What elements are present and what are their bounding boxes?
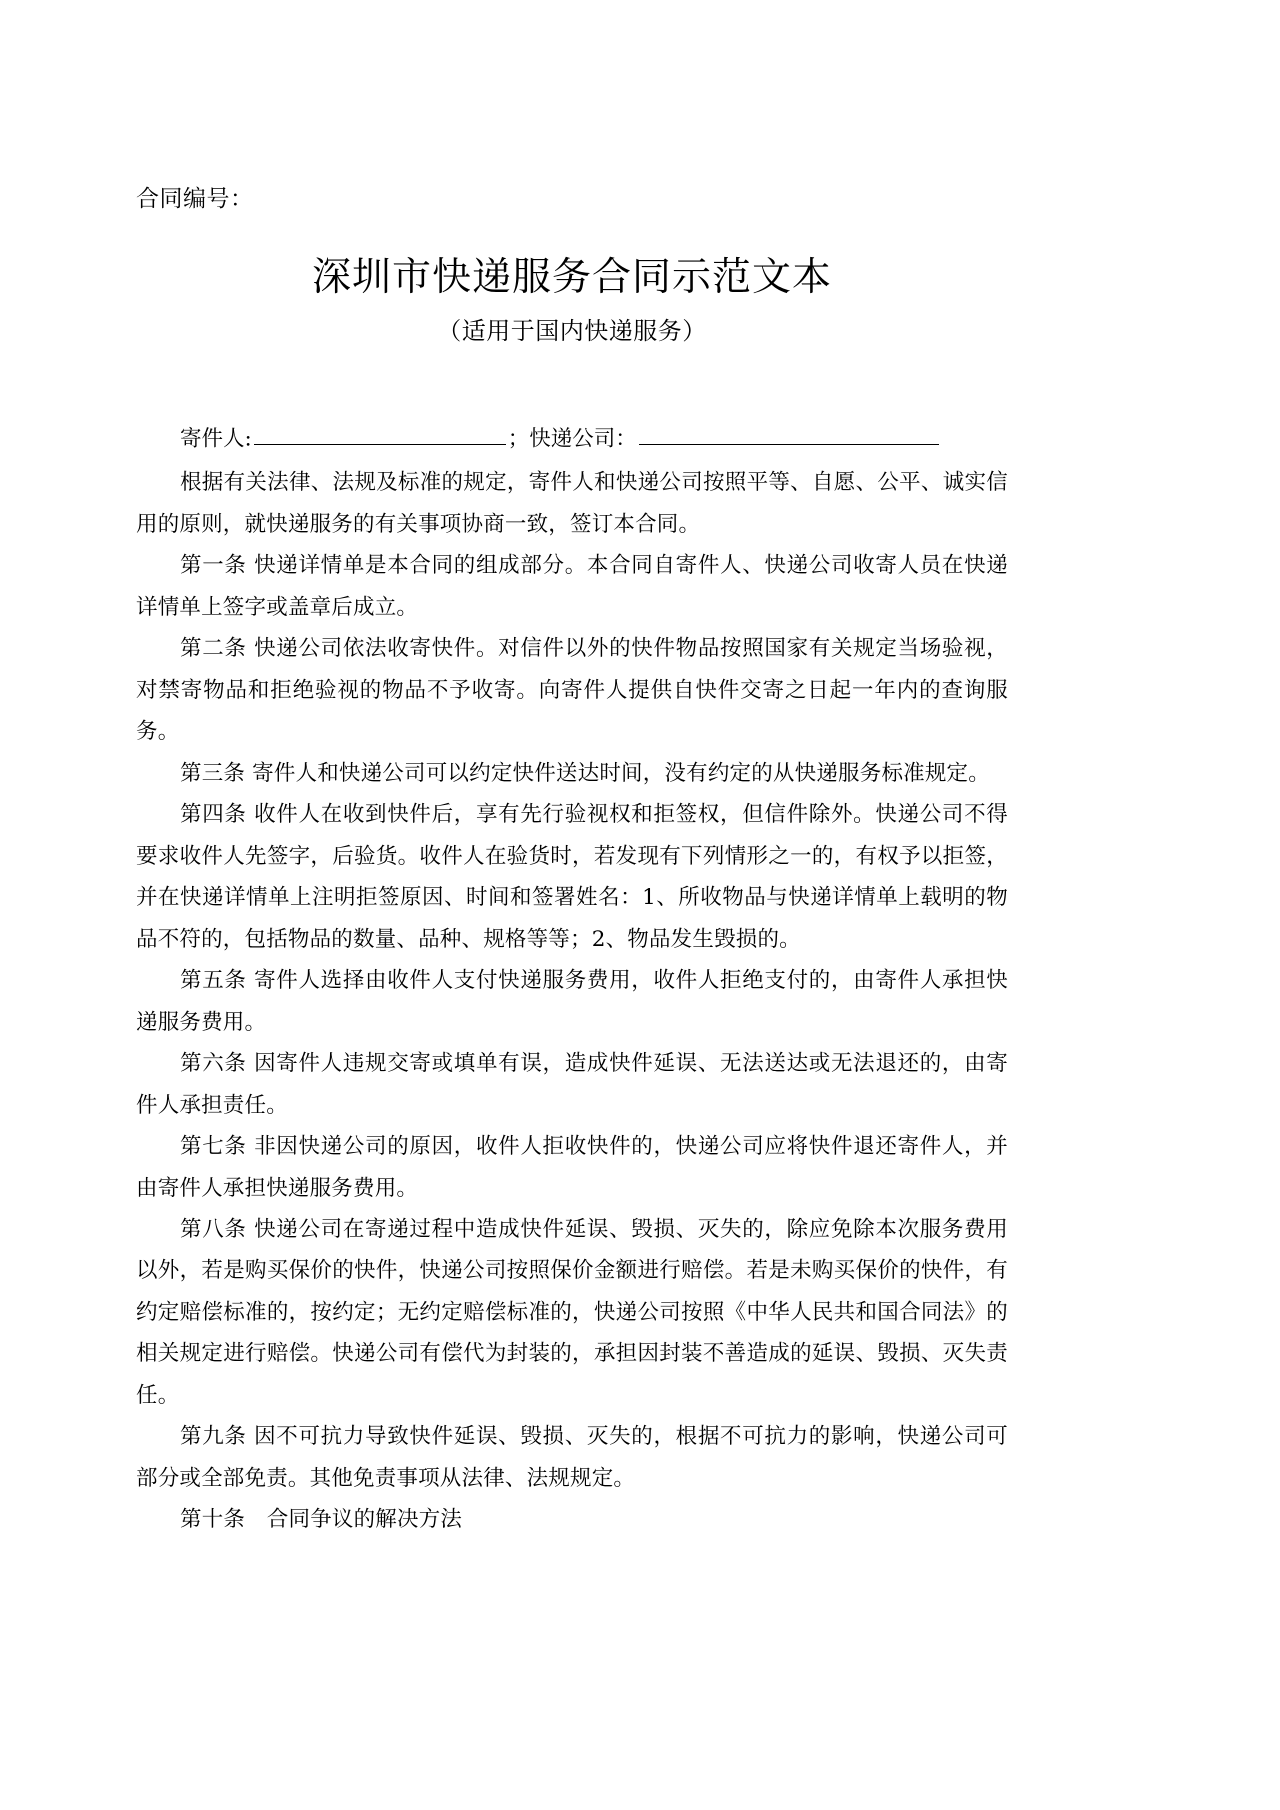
paragraph: 第七条 非因快递公司的原因，收件人拒收快件的，快递公司应将快件退还寄件人，并由寄件人承担快递服务费用。	[136, 1134, 1008, 1201]
document-content	[136, 0, 1008, 1541]
sender-label: 寄件人:	[180, 426, 252, 452]
paragraph: 第一条 快递详情单是本合同的组成部分。本合同自寄件人、快递公司收寄人员在快递详情单上签字或盖章后成立。	[136, 553, 1008, 620]
page-title: 深圳市快递服务合同示范文本	[311, 254, 832, 300]
page-subtitle: （适用于国内快递服务）	[437, 317, 707, 346]
company-label: 快递公司：	[529, 426, 637, 452]
paragraph: 第十条 合同争议的解决方法	[180, 1507, 463, 1533]
body-text	[136, 462, 1008, 1541]
title-block	[136, 254, 1008, 348]
paragraph: 第九条 因不可抗力导致快件延误、毁损、灭失的，根据不可抗力的影响，快递公司可部分或全部免责。其他免责事项从法律、法规规定。	[136, 1424, 1008, 1491]
paragraph: 第三条 寄件人和快递公司可以约定快件送达时间，没有约定的从快递服务标准规定。	[180, 760, 990, 786]
paragraph: 第四条 收件人在收到快件后，享有先行验视权和拒签权，但信件除外。快递公司不得要求收件人先签字，后验货。收件人在验货时，若发现有下列情形之一的，有权予以拒签，并在快递详情单上注明拒签原因、时间和签署姓名：1、所收物品与快递详情单上载明的物品不符的，包括物品的数量、品种、规格等等；2、物品发生毁损的。	[136, 802, 1008, 952]
parties-separator: ；	[507, 426, 530, 452]
paragraph: 第五条 寄件人选择由收件人支付快递服务费用，收件人拒绝支付的，由寄件人承担快递服务费用。	[136, 968, 1008, 1035]
paragraph: 第二条 快递公司依法收寄快件。对信件以外的快件物品按照国家有关规定当场验视，对禁寄物品和拒绝验视的物品不予收寄。向寄件人提供自快件交寄之日起一年内的查询服务。	[136, 636, 1008, 745]
paragraph: 第八条 快递公司在寄递过程中造成快件延误、毁损、灭失的，除应免除本次服务费用以外，若是购买保价的快件，快递公司按照保价金额进行赔偿。若是未购买保价的快件，有约定赔偿标准的，按约定；无约定赔偿标准的，快递公司按照《中华人民共和国合同法》的相关规定进行赔偿。快递公司有偿代为封装的，承担因封装不善造成的延误、毁损、灭失责任。	[136, 1216, 1008, 1408]
sender-input-blank[interactable]	[254, 422, 506, 446]
paragraph: 根据有关法律、法规及标准的规定，寄件人和快递公司按照平等、自愿、公平、诚实信用的原则，就快递服务的有关事项协商一致，签订本合同。	[136, 470, 1008, 537]
contract-number-label: 合同编号：	[136, 186, 254, 212]
company-input-blank[interactable]	[639, 422, 939, 446]
paragraph: 第六条 因寄件人违规交寄或填单有误，造成快件延误、无法送达或无法退还的，由寄件人承担责任。	[136, 1051, 1008, 1118]
parties-line	[136, 422, 1008, 455]
